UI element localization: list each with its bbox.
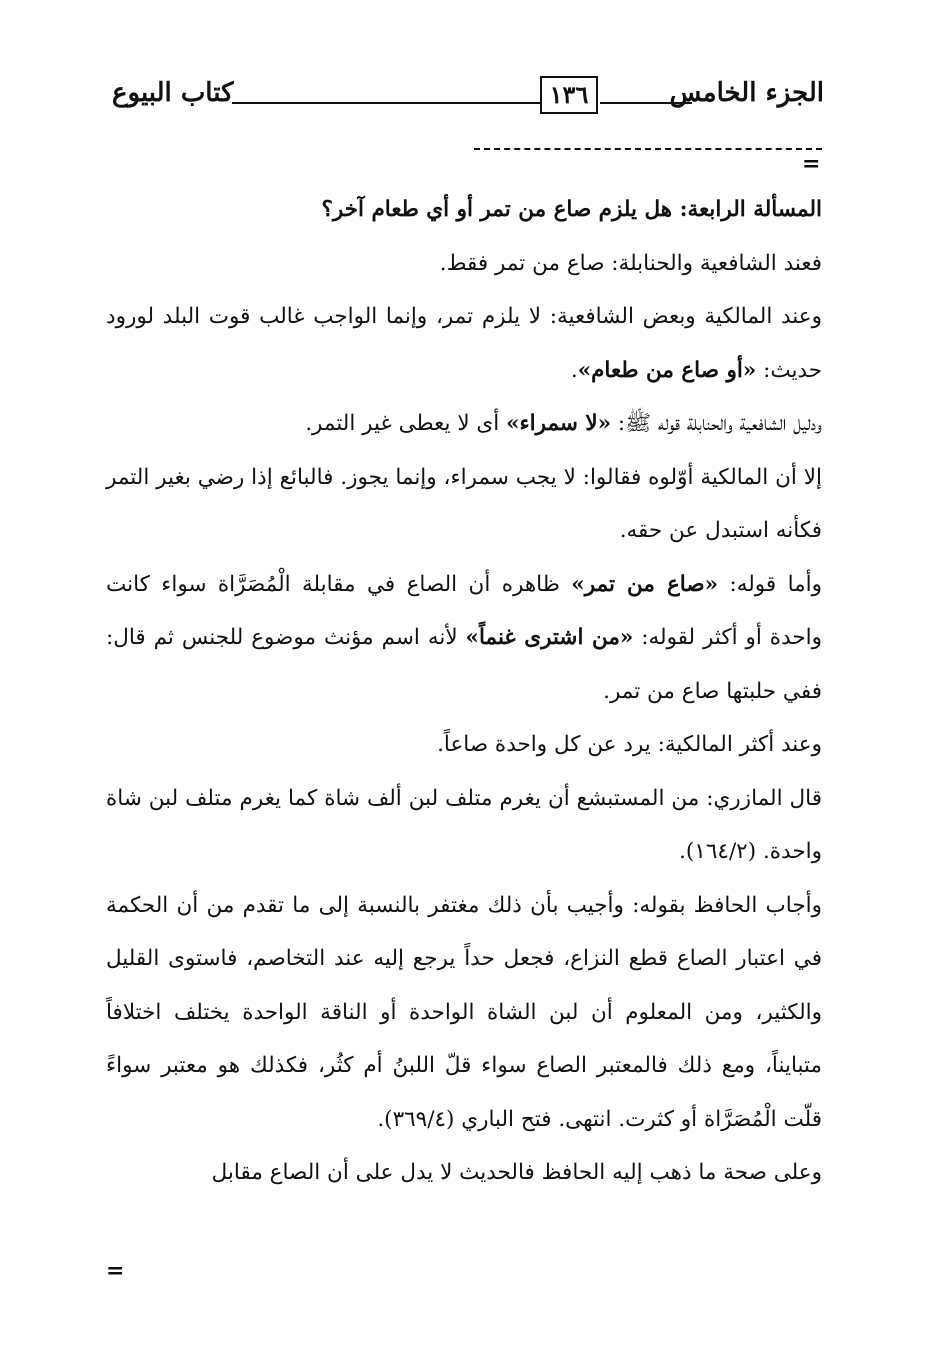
paragraph-saa [106,558,822,719]
paragraph-text: . [570,357,578,383]
paragraph-text: وأما قوله: [718,571,823,597]
chapter-title: كتاب البيوع [112,78,234,108]
paragraph-mazari: قال المازري: من المستبشع أن يغرم متلف لبن ألف شاة كما يغرم متلف لبن شاة واحدة. (١٦٤/٢). [106,785,822,864]
paragraph-maliki [106,290,822,397]
hadith-quote: «من اشترى غنماً» [465,625,634,650]
paragraph-shafii: فعند الشافعية والحنابلة: صاع من تمر فقط. [439,250,822,276]
part-title: الجزء الخامس [669,78,824,108]
paragraph-text: ودليل الشافعية والحنابلة قوله ﷺ: [611,411,822,436]
page-number: ١٣٦ [540,76,598,114]
page-body [106,183,822,1200]
hadith-quote: «صاع من تمر» [571,571,719,597]
question-paragraph [106,183,822,237]
question-label: المسألة الرابعة: [679,197,822,222]
paragraph-evidence [106,397,822,451]
paragraph-text: أى لا يعطى غير التمر. [305,411,507,436]
paragraph-interpretation: إلا أن المالكية أوّلوه فقالوا: لا يجب سمراء، وإنما يجوز. فالبائع إذا رضي بغير التمر فكأنه استبدل عن حقه. [106,464,822,543]
paragraph-most-maliki: وعند أكثر المالكية: يرد عن كل واحدة صاعاً. [437,732,822,757]
paragraph-final: وعلى صحة ما ذهب إليه الحافظ فالحديث لا يدل على أن الصاع مقابل [211,1160,822,1185]
header-rule-left [232,102,540,104]
continuation-mark-top: = [802,151,821,177]
hadith-quote: «أو صاع من طعام» [577,357,757,383]
paragraph-text: لأنه اسم مؤنث موضوع للجنس ثم قال: ففي حلبتها صاع من تمر. [106,625,822,704]
paragraph-text: وعند المالكية وبعض الشافعية: لا يلزم تمر، وإنما الواجب غالب قوت البلد لورود حديث: [106,304,822,383]
header-rule-right [600,102,692,104]
dashed-separator [474,148,822,150]
paragraph-text: ظاهره أن الصاع في مقابلة الْمُصَرَّاة سواء كانت واحدة أو أكثر لقوله: [106,571,823,650]
running-header [100,68,824,130]
hadith-quote: «لا سمراء» [506,411,612,436]
paragraph-hafiz: وأجاب الحافظ بقوله: وأجيب بأن ذلك مغتفر بالنسبة إلى ما تقدم من أن الحكمة في اعتبار الصاع قطع النزاع، فجعل حداً يرجع إليه عند التخاصم، فاستوى القليل والكثير، ومن المعلوم أن لبن الشاة الواحدة أو الناقة الواحدة يختلف اختلافاً متبايناً، ومع ذلك فالمعتبر الصاع سواء قلّ اللبنُ أم كثُر، فكذلك هو معتبر سواءً قلّت الْمُصَرَّاة أو كثرت. انتهى. فتح الباري (٣٦٩/٤). [106,892,822,1132]
continuation-mark-bottom: = [106,1258,125,1284]
question-text: هل يلزم صاع من تمر أو أي طعام آخر؟ [321,197,680,222]
